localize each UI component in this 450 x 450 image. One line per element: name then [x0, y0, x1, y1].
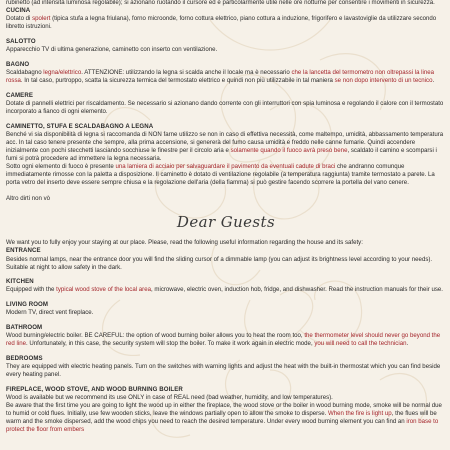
section-living-room: [6, 301, 446, 317]
section-text: Wood is available but we recommend its use ONLY in case of REAL need (bad weather, humidity, and low temperatures).: [6, 393, 333, 401]
section-text: Modern TV, direct vent fireplace.: [6, 309, 94, 317]
section-bedrooms: [6, 355, 446, 379]
section-salotto: [6, 38, 446, 54]
section-title: CUCINA: [6, 7, 31, 15]
section-text: Scaldabagno legna/elettrico. ATTENZIONE: utilizzando la legna si scalda anche il locale ma è necessario che la lancetta del termometro non oltrepassi la linea rossa. In tal caso, purtroppo, scatta la sicurezza termica del termostato elettrico e quindi non più utilizzabile in tal maniera se non dopo intervento di un tecnico.: [6, 68, 435, 84]
section-title: FIREPLACE, WOOD STOVE, AND WOOD BURNING BOILER: [6, 385, 183, 393]
en-intro-paragraph: We want you to fully enjoy your staying at our place. Please, read the following useful information regarding the house and its safety:: [6, 239, 363, 247]
section-text-2: Sotto ogni elemento di fuoco è presente una lamiera di acciaio per salvaguardare il pavimento da eventuali cadute di braci che andranno comunque immediatamente rimosse con la paletta a disposizione. Il caminetto è dotato di ventilazione regolabile (a temperatura raggiunta) tramite termostato a parete. La porta vetro del inserto deve essere sempre chiusa e la regolazione dell'aria (della fiamma) si può gestire facendo scorrere la portella del vano cenere.: [6, 162, 435, 187]
section-fireplace: [6, 386, 446, 435]
section-caminetto: [6, 123, 446, 188]
section-text: Wood burning/electric boiler. BE CAREFUL: the option of wood burning boiler allows you to heat the room too, the thermometer level should never go beyond the red line. Unfortunately, in this case, the security system will stop the boiler. To make it work again in electric mode, you will need to call the technician.: [6, 331, 441, 348]
section-title: BAGNO: [6, 60, 30, 68]
section-text: Apparecchio TV di ultima generazione, caminetto con inserto con ventilazione.: [6, 46, 218, 54]
section-text-2: Be aware that the first time you are going to light the wood up in either the fireplace, the wood stove or the boiler in wood burning mode, smoke will be normal due to humid or cold flues. Initially, use few wooden sticks, leave the windows partially open to allow the smoke to disperse. When the fire is light up, the flues will be warm and the smoke dispersed, add the wood chips you need to reach the desired temperature. Under every wood burning element you can find an iron base to protect the floor from embers: [6, 401, 442, 434]
section-bagno: [6, 61, 446, 85]
section-cucina: [6, 7, 446, 31]
section-camere: [6, 92, 446, 116]
section-entrance: [6, 247, 446, 271]
section-title: SALOTTO: [6, 37, 36, 45]
section-text: They are equipped with electric heating panels. Turn on the switches with warning lights and adjust the heat with the built-in thermostat which you can find beside every heating panel.: [6, 362, 441, 378]
section-title: BEDROOMS: [6, 354, 43, 362]
it-intro-paragraph: rubinetto (ad intensità luminosa regolabile); si azionano ruotando il cursore ed è particolarmente utile nelle ore notturne per consentire i movimenti in sicurezza.: [6, 0, 435, 6]
section-text: Dotate di pannelli elettrici per riscaldamento. Se necessario si azionano dando corrente con gli interruttori con spia luminosa e regolando il calore con il termostato incorporato a fianco di ogni elemento.: [6, 99, 444, 115]
house-info-page: [6, 0, 446, 441]
section-text: Dotato di spolert (tipica stufa a legna friulana), forno microonde, forno cottura elettrico, piano cottura a induzione, frigorifero e lavastoviglie da utilizzare secondo libretto istruzioni.: [6, 15, 437, 31]
section-bathroom: [6, 324, 446, 348]
section-title: LIVING ROOM: [6, 301, 49, 309]
section-title: CAMERE: [6, 91, 34, 99]
section-text: Benché vi sia disponibilità di legna si raccomanda di NON farne utilizzo se non in caso di effettiva necessità, come maltempo, umidità, abbassamento temperatura acc. In tal caso tenere presente che sempre, alla prima accensione, si genererà del fumo causa umidità e freddo nelle canne fumarie. Quindi accendere inizialmente con pochi stecchetti lasciando socchiuse le finestre per il circolo aria e solamente quando il fuoco avrà preso bene, scaldato il camino e scomparsi i fumi si potrà procedere ad immettere la legna necessaria.: [6, 130, 444, 162]
section-title: KITCHEN: [6, 278, 34, 286]
section-title: CAMINETTO, STUFA E SCALDABAGNO A LEGNA: [6, 122, 154, 130]
section-title: ENTRANCE: [6, 247, 41, 255]
section-title: BATHROOM: [6, 323, 43, 331]
dear-guests-heading: Dear Guests: [176, 213, 276, 232]
section-text: Equipped with the typical wood stove of the local area, microwave, electric oven, induction hob, fridge, and dishwasher. Read the instruction manuals for their use.: [6, 286, 443, 294]
closing-note: Altro dirti non vò: [6, 195, 51, 203]
section-kitchen: [6, 278, 446, 294]
section-text: Besides normal lamps, near the entrance door you will find the sliding cursor of a dimmable lamp (you can adjust its brightness level according to your needs). Suitable at night to allow safety in the dark.: [6, 255, 433, 271]
